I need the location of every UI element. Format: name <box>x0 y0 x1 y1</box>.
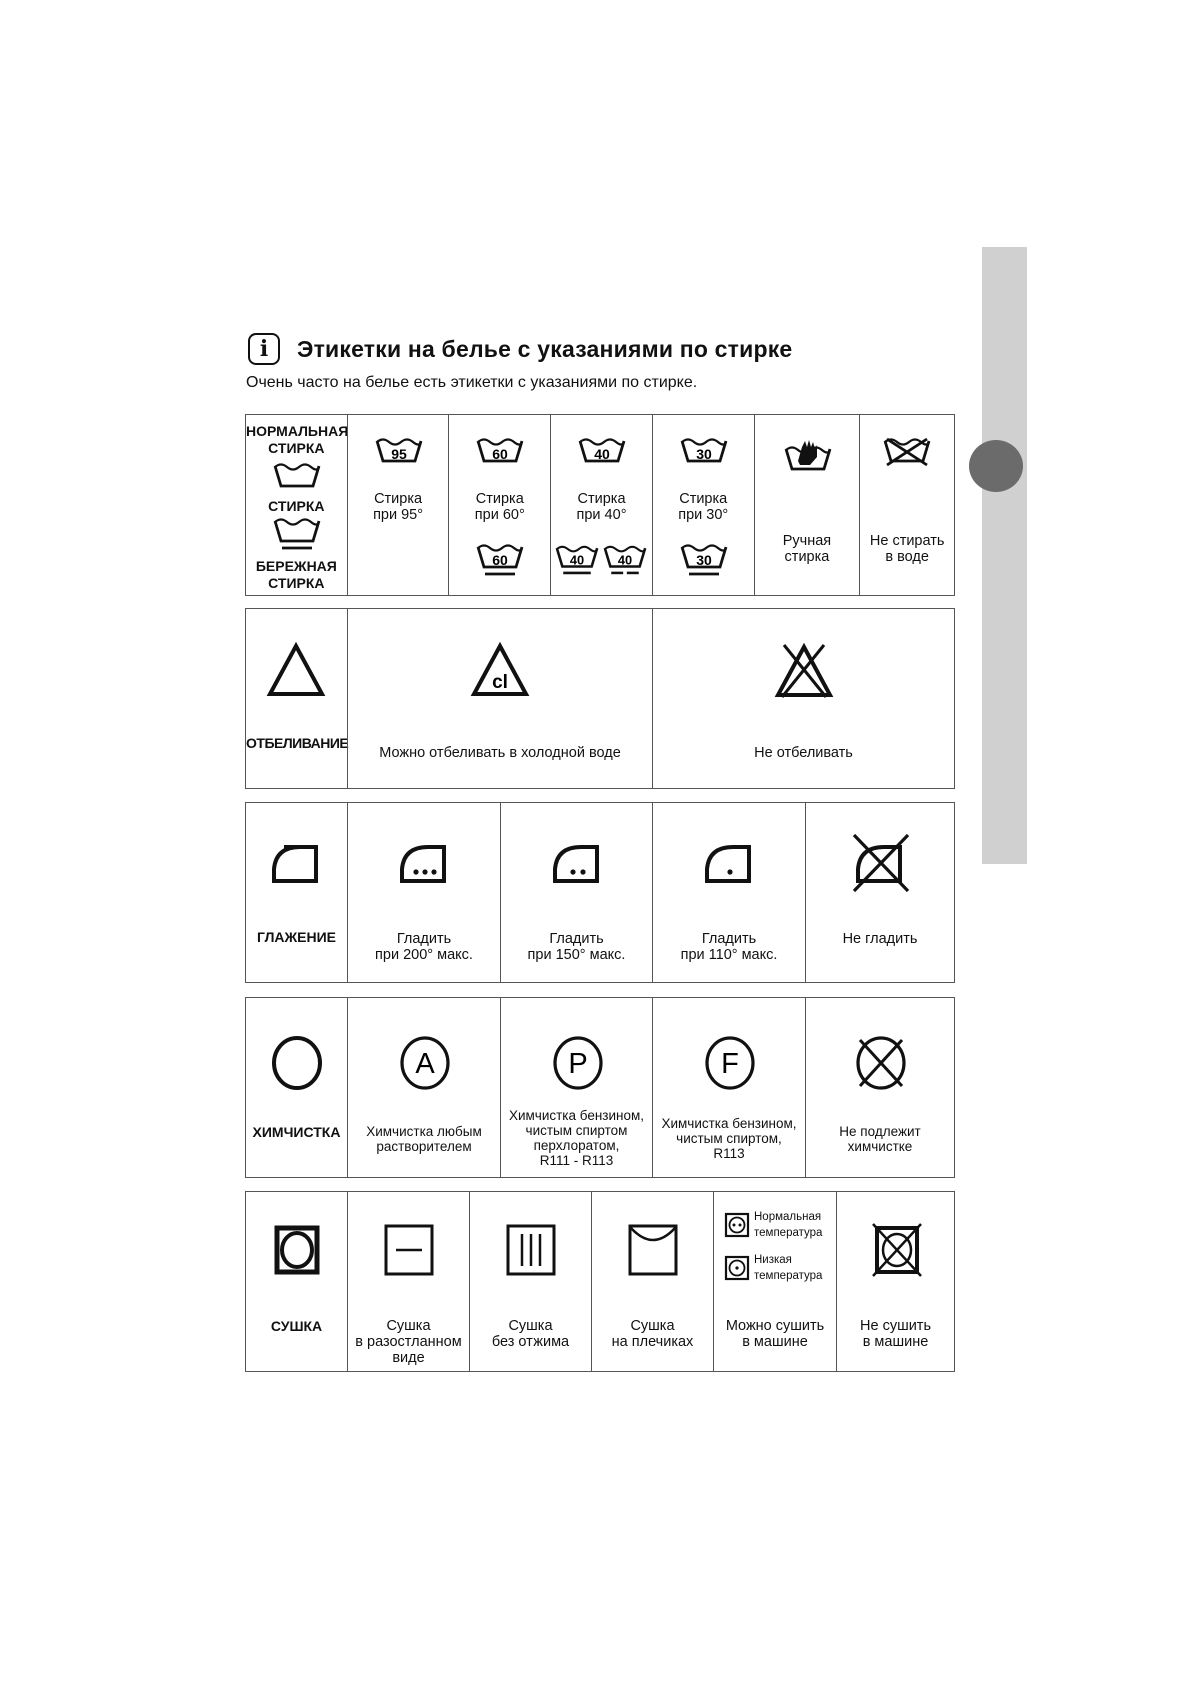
svg-text:40: 40 <box>570 552 585 568</box>
dryclean-f-label: Химчистка бензином, чистым спиртом, R113 <box>661 1116 797 1161</box>
wash-95-cell <box>347 415 449 595</box>
wash-95-icon <box>375 437 423 465</box>
hand-wash-cell <box>754 415 860 595</box>
wash-60-gentle-icon <box>476 543 524 579</box>
hand-wash-icon <box>784 437 832 473</box>
bleach-icon <box>266 642 326 698</box>
dryclean-a-cell <box>347 998 500 1177</box>
drip-dry-label: Сушка без отжима <box>491 1318 570 1350</box>
wash-40-gentle-icon <box>555 543 599 579</box>
svg-text:F: F <box>721 1048 739 1080</box>
wash-60-label: Стирка при 60° <box>474 491 525 523</box>
svg-text:30: 30 <box>696 446 712 462</box>
page-subtitle: Очень часто на белье есть этикетки с указаниями по стирке. <box>246 374 698 391</box>
iron-150-cell <box>500 803 652 982</box>
iron-110-cell <box>652 803 805 982</box>
side-tab-marker <box>969 440 1023 492</box>
no-machine-dry-cell <box>836 1192 954 1371</box>
drying-heading: СУШКА <box>270 1318 323 1334</box>
no-wash-label: Не стирать в воде <box>869 533 945 565</box>
iron-200-label: Гладить при 200° макс. <box>375 931 473 963</box>
no-machine-dry-label: Не сушить в машине <box>860 1318 931 1350</box>
hand-wash-label: Ручная стирка <box>782 533 832 565</box>
iron-200-icon <box>398 839 452 885</box>
washing-header-cell <box>246 415 347 595</box>
dryclean-p-cell <box>500 998 652 1177</box>
wash-tub-icon <box>273 462 321 490</box>
dryclean-p-label: Химчистка бензином, чистым спиртом перхлоратом, R111 - R113 <box>508 1108 645 1168</box>
do-not-bleach-icon <box>774 639 834 699</box>
iron-110-icon <box>703 839 757 885</box>
machine-dry-label: Можно сушить в машине <box>725 1318 825 1350</box>
normal-wash-heading: НОРМАЛЬНАЯ СТИРКА <box>246 423 349 456</box>
wash-30-cell <box>652 415 754 595</box>
no-wash-cell <box>859 415 954 595</box>
drycleaning-table <box>245 997 955 1178</box>
gentle-wash-heading: БЕРЕЖНАЯ СТИРКА <box>255 558 337 591</box>
dry-flat-cell <box>347 1192 469 1371</box>
wash-tub-gentle-icon <box>273 517 321 553</box>
ironing-heading: ГЛАЖЕНИЕ <box>256 929 337 945</box>
dry-clean-a-icon <box>398 1034 452 1092</box>
wash-40-icon <box>578 437 626 465</box>
dryclean-a-label: Химчистка любым растворителем <box>366 1124 482 1154</box>
no-iron-cell <box>805 803 954 982</box>
bleach-cold-label: Можно отбеливать в холодной воде <box>379 745 621 761</box>
no-iron-label: Не гладить <box>842 931 918 947</box>
no-bleach-cell <box>652 609 954 788</box>
page-title: Этикетки на белье с указаниями по стирке <box>297 335 793 362</box>
svg-text:60: 60 <box>492 446 509 462</box>
svg-text:95: 95 <box>390 446 407 462</box>
no-dryclean-label: Не подлежит химчистке <box>839 1124 921 1154</box>
no-dryclean-cell <box>805 998 954 1177</box>
normal-temp-label: Нормальная температура <box>754 1211 823 1239</box>
iron-150-icon <box>551 839 605 885</box>
machine-dry-cell <box>713 1192 836 1371</box>
side-tab <box>982 247 1027 864</box>
svg-text:60: 60 <box>492 552 509 568</box>
do-not-wash-icon <box>883 437 931 467</box>
tumble-dry-normal-icon <box>724 1212 750 1238</box>
wash-heading: СТИРКА <box>268 498 325 514</box>
svg-text:40: 40 <box>618 552 633 568</box>
drip-dry-icon <box>506 1224 556 1276</box>
svg-text:P: P <box>568 1048 588 1080</box>
bleaching-header-cell <box>246 609 347 788</box>
no-bleach-label: Не отбеливать <box>754 745 853 761</box>
ironing-table <box>245 802 955 983</box>
svg-text:A: A <box>415 1048 435 1080</box>
wash-30-label: Стирка при 30° <box>678 491 729 523</box>
dry-flat-label: Сушка в разостланном виде <box>355 1318 462 1366</box>
wash-60-cell <box>448 415 550 595</box>
wash-95-label: Стирка при 95° <box>373 491 424 523</box>
svg-text:30: 30 <box>696 552 712 568</box>
drip-dry-cell <box>469 1192 591 1371</box>
washing-table <box>245 414 955 596</box>
tumble-dry-icon <box>273 1224 321 1276</box>
iron-150-label: Гладить при 150° макс. <box>527 931 626 963</box>
ironing-header-cell <box>246 803 347 982</box>
info-icon: i <box>248 333 280 365</box>
do-not-iron-icon <box>850 831 912 895</box>
dry-clean-icon <box>270 1034 324 1092</box>
do-not-dry-clean-icon <box>852 1032 910 1094</box>
drycleaning-heading: ХИМЧИСТКА <box>252 1124 341 1140</box>
iron-200-cell <box>347 803 500 982</box>
dry-clean-p-icon <box>551 1034 605 1092</box>
wash-30-gentle-icon <box>680 543 728 579</box>
wash-40-label: Стирка при 40° <box>576 491 627 523</box>
iron-110-label: Гладить при 110° макс. <box>680 931 778 963</box>
bleach-cold-cell <box>347 609 652 788</box>
drying-header-cell <box>246 1192 347 1371</box>
dry-flat-icon <box>384 1224 434 1276</box>
svg-text:cl: cl <box>492 672 508 693</box>
svg-text:40: 40 <box>594 446 610 462</box>
line-dry-icon <box>628 1224 678 1276</box>
wash-40-cell <box>550 415 652 595</box>
bleaching-table <box>245 608 955 789</box>
page-header <box>248 333 792 365</box>
low-temp-label: Низкая температура <box>754 1254 823 1282</box>
do-not-tumble-dry-icon <box>871 1222 923 1278</box>
drycleaning-header-cell <box>246 998 347 1177</box>
tumble-dry-low-icon <box>724 1255 750 1281</box>
iron-icon <box>270 839 324 885</box>
line-dry-cell <box>591 1192 713 1371</box>
dryclean-f-cell <box>652 998 805 1177</box>
wash-60-icon <box>476 437 524 465</box>
dry-clean-f-icon <box>703 1034 757 1092</box>
bleaching-heading: ОТБЕЛИВАНИЕ <box>246 735 349 751</box>
drying-table <box>245 1191 955 1372</box>
line-dry-label: Сушка на плечиках <box>611 1318 694 1350</box>
wash-30-icon <box>680 437 728 465</box>
bleach-chlorine-icon <box>470 642 530 698</box>
wash-40-very-gentle-icon <box>603 543 647 579</box>
